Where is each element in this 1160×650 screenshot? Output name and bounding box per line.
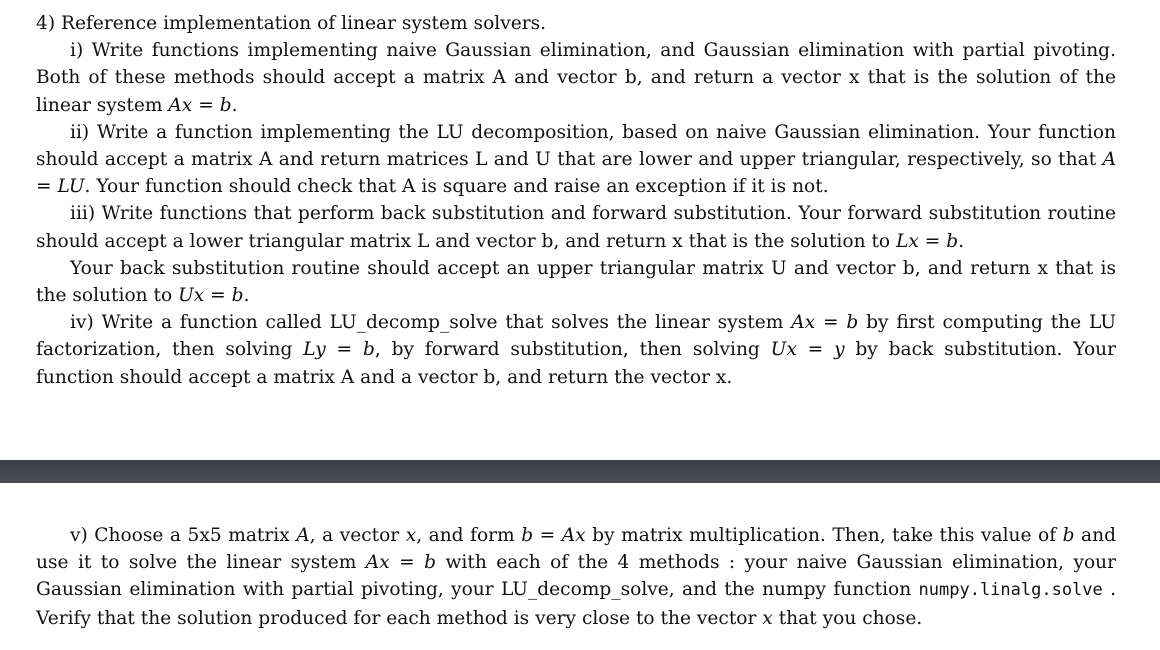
part-v-text-3: , and form — [416, 525, 522, 546]
part-iii-back-text: Your back substitution routine should accept an upper triangular matrix U and vector b, and return x that is the solution to — [36, 257, 1116, 307]
part-iii-equation: Lx = b — [896, 230, 959, 252]
part-iii-back-end: . — [243, 285, 250, 307]
numpy-function-code: numpy.linalg.solve — [918, 580, 1103, 601]
part-iv-text-4: by back substitution. Your function should accept a matrix A and a vector b, and return the vector x. — [36, 339, 1117, 388]
part-iv-paragraph — [36, 309, 1116, 391]
part-iii-back-paragraph — [36, 255, 1116, 309]
part-v-var-a: A — [296, 525, 310, 546]
part-iii-text: iii) Write functions that perform back substitution and forward substitution. Your forward substitution routine should accept a lower triangular matrix L and vector b, and return x that is the solution to — [36, 203, 1116, 252]
part-i-end: . — [231, 94, 238, 116]
part-i-paragraph — [36, 37, 1116, 119]
part-v-text-8: that you chose. — [772, 607, 923, 629]
part-v-text-1: v) Choose a 5x5 matrix — [70, 525, 297, 546]
part-v-paragraph — [36, 522, 1116, 632]
part-ii-end: . Your function should check that A is square and raise an exception if it is not. — [84, 176, 829, 198]
part-iv-equation-2: Ly = b — [303, 339, 375, 361]
part-v-text-2: , a vector — [309, 525, 406, 546]
page-divider — [0, 460, 1160, 483]
part-iii-back-equation: Ux = b — [178, 285, 244, 307]
part-v-var-b: b — [1062, 525, 1075, 546]
section-heading: 4) Reference implementation of linear system solvers. — [36, 13, 547, 34]
part-ii-equation: A = LU — [36, 149, 1116, 198]
part-iv-equation-3: Ux = y — [770, 339, 845, 361]
part-ii-paragraph — [36, 119, 1116, 201]
part-v-equation-1: b = Ax — [521, 525, 586, 546]
part-v-var-x-2: x — [762, 607, 773, 629]
part-v-text-7: . Verify that the solution produced for each method is very close to the vector — [36, 579, 1116, 629]
part-ii-text: ii) Write a function implementing the LU decomposition, based on naive Gaussian elimination. Your function should accept a matrix A and return matrices L and U that are lower and upper triangular, respectively, so that — [36, 121, 1116, 171]
part-i-equation: Ax = b — [168, 94, 232, 116]
part-iii-end: . — [958, 230, 965, 252]
problem-statement — [36, 10, 1116, 391]
part-iv-text-1: iv) Write a function called LU_decomp_solve that solves the linear system — [70, 312, 792, 334]
part-v-text-6: with each of the 4 methods : your naive Gaussian elimination, your Gaussian elimination with partial pivoting, your LU_decomp_solve, and the numpy function — [36, 552, 1117, 601]
part-v-var-x: x — [405, 525, 417, 546]
part-i-text: i) Write functions implementing naive Gaussian elimination, and Gaussian elimination with partial pivoting. Both of these methods should accept a matrix A and vector b, and return a vector x that is the solution of the linear system — [36, 40, 1116, 116]
part-v-text-5: and use it to solve the linear system — [36, 525, 1116, 574]
part-iii-paragraph — [36, 200, 1116, 254]
part-iv-text-3: , by forward substitution, then solving — [374, 339, 771, 361]
part-v-text-4: by matrix multiplication. Then, take this value of — [585, 525, 1063, 546]
part-v-equation-2: Ax = b — [365, 552, 437, 574]
part-iv-equation-1: Ax = b — [791, 312, 859, 334]
part-iv-text-2: by first computing the LU factorization, then solving — [36, 312, 1116, 361]
problem-part-v — [36, 522, 1116, 632]
